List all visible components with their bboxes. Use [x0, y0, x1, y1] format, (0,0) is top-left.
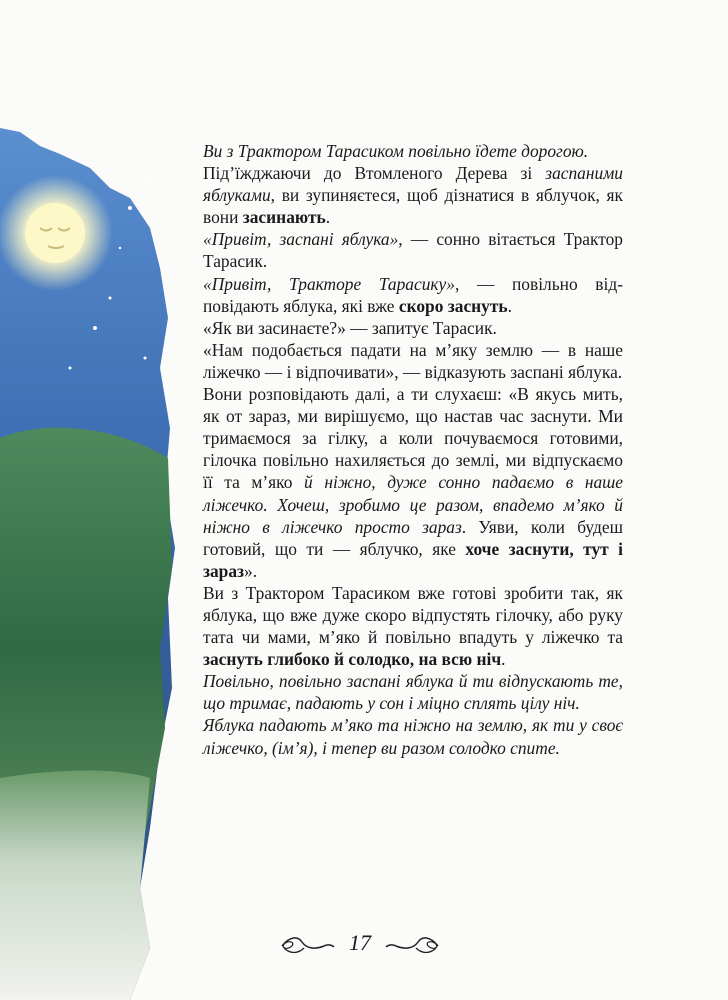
text-run: хоче заснути, тут і зараз [203, 538, 623, 581]
text-run: засинають [242, 207, 326, 228]
text-run: заснуть глибоко й солодко, на всю ніч [203, 649, 502, 670]
leaf-ornament-icon [280, 934, 335, 958]
text-run: скоро заснуть [398, 295, 508, 316]
text-run: . [501, 649, 506, 670]
paragraph [203, 317, 623, 339]
text-run: «Привіт, Тракторе Тарасику» [203, 273, 455, 294]
paragraph [203, 140, 623, 162]
moon-icon [25, 203, 85, 263]
text-run: . [507, 295, 512, 316]
text-run: «Як ви засинаєте?» — запитує Тарасик. [203, 317, 497, 338]
night-landscape-illustration [0, 128, 200, 1000]
text-run: . [325, 207, 331, 228]
paragraph [203, 228, 623, 272]
paragraph [203, 670, 623, 714]
text-run: Вони розповідають далі, а ти слухаєш: «В якусь мить, як от зараз, ми вирішуємо, що настав час заснути. Ми тримаємося за гілку, а коли почуваємося готовими, гілочка повільно нахиляється до землі, ми відпускаємо її та м’яко [203, 384, 623, 493]
paragraph [203, 582, 623, 670]
paragraph [203, 383, 623, 582]
text-run: ». [244, 560, 258, 581]
leaf-ornament-icon [385, 934, 440, 958]
text-run: «Привіт, заспані яблука» [203, 229, 399, 250]
paragraph [203, 273, 623, 317]
text-run: й ніжно, дуже сонно падаємо в наше ліжечко. Хочеш, зробимо це разом, впадемо м’яко й ніжно в ліжечко просто зараз [203, 472, 624, 537]
paragraph [203, 714, 623, 758]
paragraph [203, 162, 623, 228]
story-text [203, 140, 623, 759]
page-number: 17 [349, 930, 371, 955]
text-run: . Уяви, коли будеш готовий, що ти — яблучко, яке [203, 516, 623, 559]
text-run: «Нам подобається падати на м’яку землю — в наше ліжечко — і відпочивати», — відказують заспані яблука. [203, 339, 623, 382]
text-run: Яблука падають м’яко та ніжно на землю, як ти у своє ліжечко, (ім’я), і тепер ви разом солодко спите. [203, 715, 623, 758]
paragraph [203, 339, 623, 383]
text-run: Повільно, повільно заспані яблука й ти відпускають те, що тримає, падають у сон і міцно сплять цілу ніч. [203, 671, 623, 714]
text-run: Ви з Трактором Тарасиком вже готові зробити так, як яблука, що вже дуже скоро відпустять гілочку, або руку тата чи мами, м’яко й повільно впадуть у ліжечко та [203, 582, 623, 648]
text-run: заспаними яблуками [203, 163, 623, 206]
text-run: Ви з Трактором Тарасиком повільно їдете дорогою. [203, 141, 589, 161]
text-run: , ви зупиняєтеся, щоб дізнатися в яблучок, як вони [203, 185, 623, 228]
text-run: Під’їжджаючи до Втомленого Дерева зі [203, 163, 546, 184]
text-run: , — повільно відповідають яблука, які вже [203, 273, 623, 316]
page-footer [280, 926, 440, 966]
text-run: , — сонно вітається Трактор Тарасик. [203, 229, 623, 272]
